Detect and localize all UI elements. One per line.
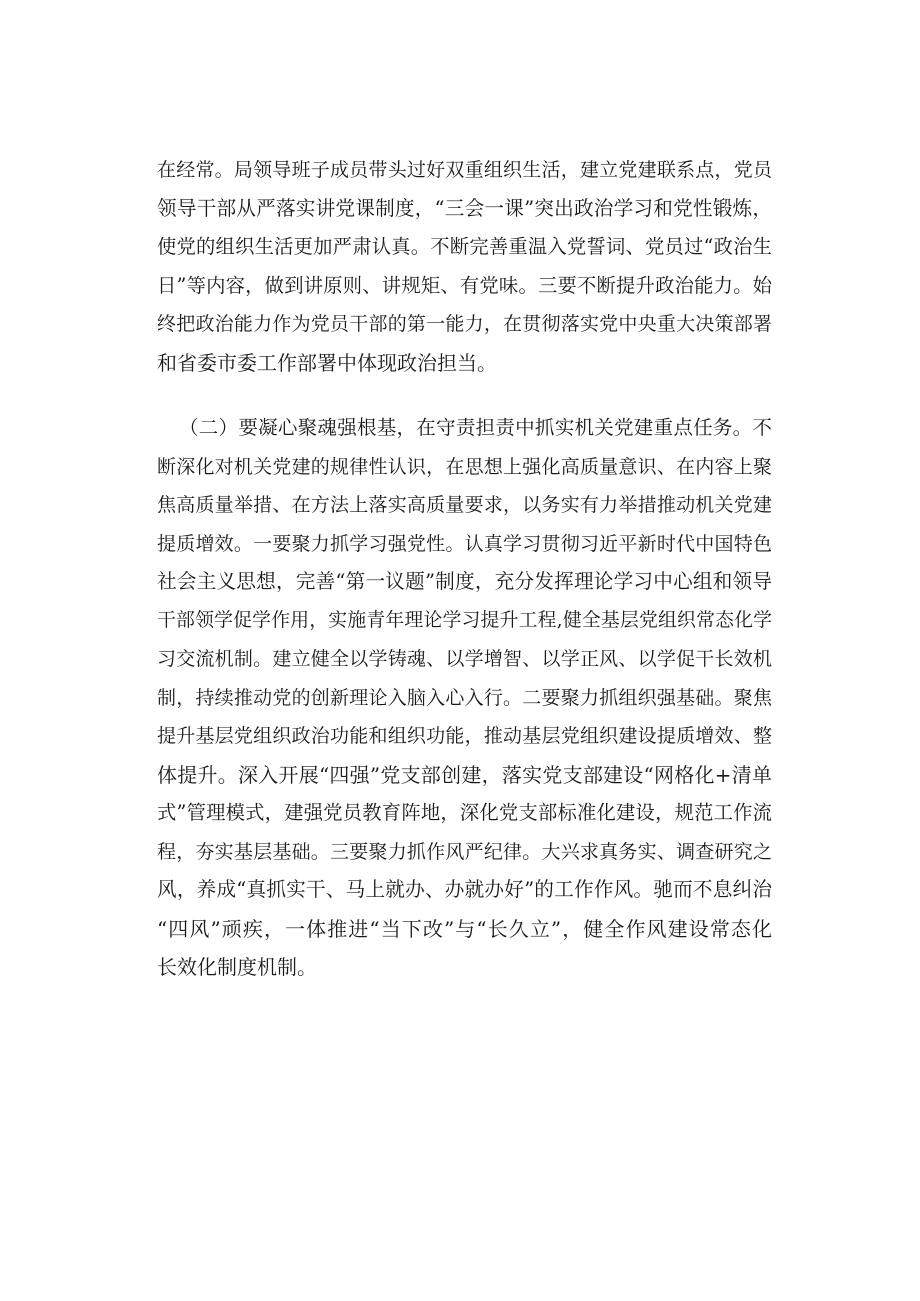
paragraph-2-line: 焦高质量举措、在方法上落实高质量要求，以务实有力举措推动机关党建 [157, 494, 772, 516]
paragraph-2-line: 提升基层党组织政治功能和组织功能，推动基层党组织建设提质增效、整 [157, 725, 772, 747]
paragraph-1-line: 终把政治能力作为党员干部的第一能力，在贯彻落实党中央重大决策部署 [157, 313, 772, 335]
paragraph-2-line: 式”管理模式，建强党员教育阵地，深化党支部标准化建设，规范工作流 [157, 801, 772, 824]
paragraph-2-line: 断深化对机关党建的规律性认识，在思想上强化高质量意识、在内容上聚 [157, 455, 772, 478]
paragraph-2-line: 长效化制度机制。 [157, 955, 317, 979]
paragraph-2-line: 制，持续推动党的创新理论入脑入心入行。二要聚力抓组织强基础。聚焦 [157, 686, 772, 709]
paragraph-1-line: 领导干部从严落实讲党课制度，“三会一课”突出政治学习和党性锻炼， [157, 196, 772, 220]
paragraph-1-line: 在经常。局领导班子成员带头过好双重组织生活，建立党建联系点，党员 [157, 159, 772, 181]
paragraph-1-line: 使党的组织生活更加严肃认真。不断完善重温入党誓词、党员过“政治生 [157, 235, 772, 258]
paragraph-1 [157, 151, 772, 382]
paragraph-2-line: 程，夯实基层基础。三要聚力抓作风严纪律。大兴求真务实、调查研究之 [157, 840, 772, 863]
paragraph-2-line: 体提升。深入开展“四强”党支部创建，落实党支部建设“网格化+清单 [157, 762, 772, 787]
paragraph-1-line: 日”等内容，做到讲原则、讲规矩、有党味。三要不断提升政治能力。始 [157, 273, 772, 297]
paragraph-2-line: “四风”顽疾，一体推进“当下改”与“长久立”，健全作风建设常态化 [157, 916, 772, 941]
paragraph-2-line: 社会主义思想，完善“第一议题”制度，充分发挥理论学习中心组和领导 [157, 570, 772, 593]
paragraph-2-line: 提质增效。一要聚力抓学习强党性。认真学习贯彻习近平新时代中国特色 [157, 532, 772, 555]
paragraph-1-line: 和省委市委工作部署中体现政治担当。 [157, 350, 497, 375]
paragraph-2 [157, 409, 772, 987]
paragraph-2-line: 习交流机制。建立健全以学铸魂、以学增智、以学正风、以学促干长效机 [157, 648, 772, 670]
paragraph-2-line: 风，养成“真抓实干、马上就办、办就办好”的工作作风。驰而不息纠治 [157, 878, 772, 901]
paragraph-2-line: 干部领学促学作用，实施青年理论学习提升工程,健全基层党组织常态化学 [157, 609, 772, 631]
paragraph-2-line: （二）要凝心聚魂强根基，在守责担责中抓实机关党建重点任务。不 [179, 416, 772, 439]
